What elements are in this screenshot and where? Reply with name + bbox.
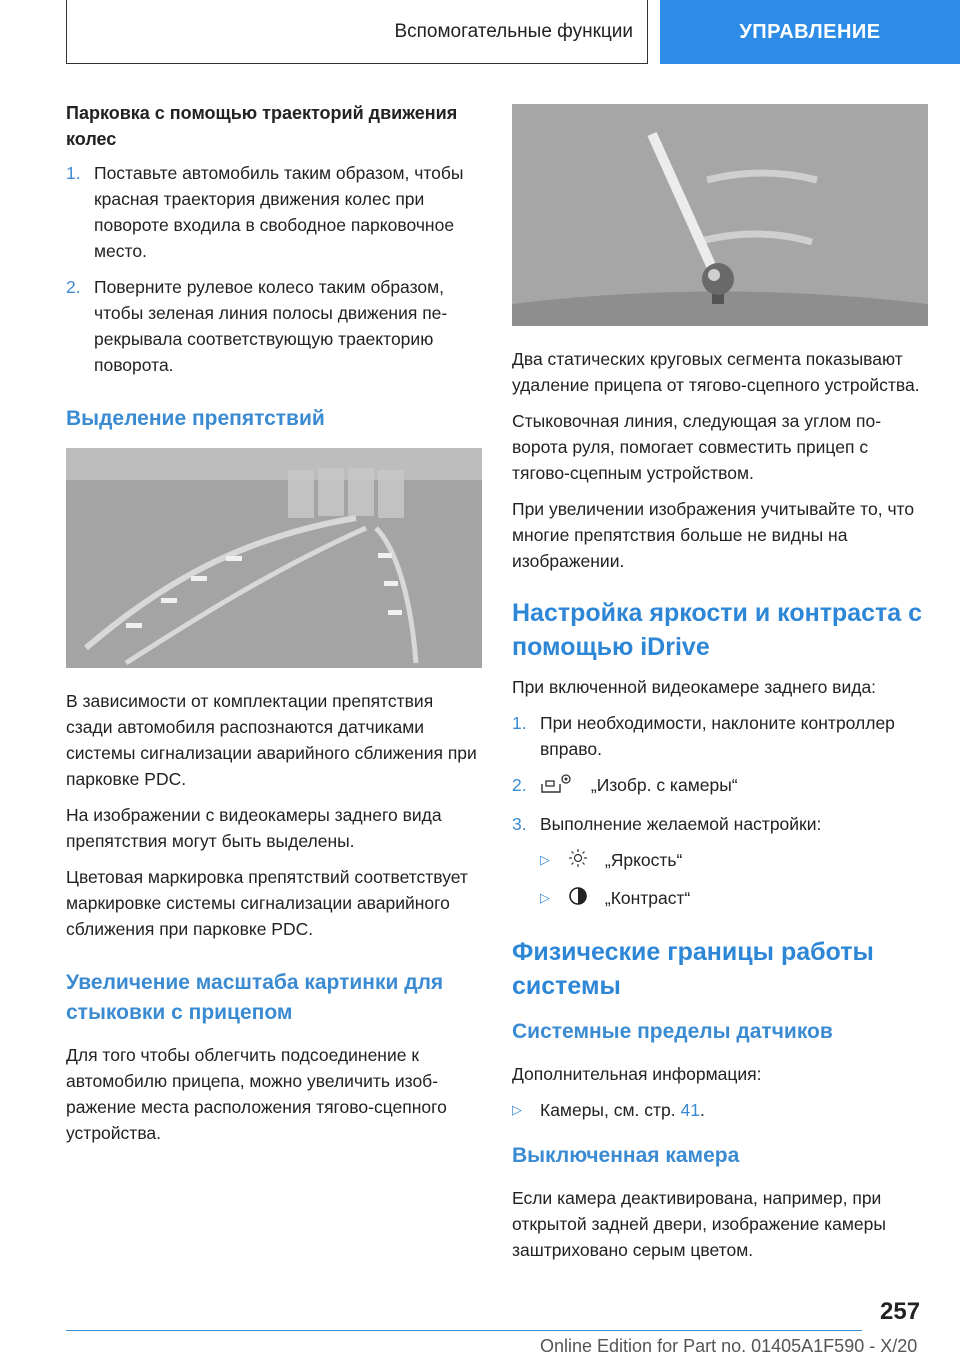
list-item — [512, 710, 928, 762]
parking-steps — [66, 160, 482, 378]
obstacles-paragraph-3: Цветовая маркировка препятствий соответствует маркировке системы сигнализации аварийного сближения при парковке PDC. — [66, 867, 468, 939]
header-chapter — [660, 0, 960, 64]
sensor-intro: Дополнительная информация: — [512, 1063, 762, 1084]
step-number: 1. — [512, 713, 527, 733]
camera-settings-icon — [540, 772, 574, 801]
brightness-options — [512, 847, 928, 913]
header-section — [66, 0, 648, 64]
left-column — [66, 100, 482, 1156]
option-brightness: „Яркость“ — [604, 850, 683, 870]
step-text: „Изобр. с камеры“ — [590, 775, 738, 796]
camera-off-paragraph: Если камера деактивирована, например, при открытой задней двери, изображение камеры заштриховано серым цветом. — [512, 1187, 886, 1260]
camera-off-heading: Выключенная камера — [512, 1143, 740, 1167]
contrast-icon — [568, 886, 588, 913]
list-item — [66, 160, 482, 264]
parking-title: Парковка с помощью траекторий движения колес — [66, 103, 458, 149]
sensor-item-text: Камеры, см. стр. — [540, 1099, 676, 1120]
list-item — [512, 1097, 928, 1123]
zoom-heading: Увеличение масштаба картинки для стыковки с прицепом — [66, 971, 444, 1024]
triangle-bullet-icon: ▷ — [540, 889, 550, 905]
hitch-paragraph-1: Два статических круговых сегмента показывают удаление прицепа от тягово-сцепного устройства. — [512, 349, 920, 395]
sensor-item-dot: . — [699, 1099, 705, 1120]
sensor-heading: Системные пределы датчиков — [512, 1019, 833, 1043]
obstacles-camera-image — [66, 448, 482, 668]
footer-edition: Online Edition for Part no. 01405A1F590 - X/20 — [540, 1336, 918, 1356]
list-item — [512, 847, 928, 875]
obstacles-illustration — [66, 448, 482, 668]
header-chapter-label: УПРАВЛЕНИЕ — [739, 20, 881, 43]
step-text: Поверните рулевое колесо таким образом, чтобы зеленая линия полосы движения перекрывала соответствующую траекторию поворота. — [94, 277, 448, 375]
zoom-paragraph: Для того чтобы облегчить подсоединение к автомобилю прицепа, можно увеличить изображение места расположения тягово-сцепного устройства. — [66, 1045, 447, 1143]
brightness-steps — [512, 710, 928, 837]
right-column — [512, 104, 928, 1273]
list-item — [512, 772, 928, 801]
list-item — [66, 274, 482, 378]
limits-heading: Физические границы работы системы — [512, 937, 874, 1000]
header-section-label: Вспомогательные функции — [394, 20, 633, 42]
list-item — [512, 885, 928, 913]
obstacles-heading: Выделение препятствий — [66, 407, 325, 430]
obstacles-paragraph-2: На изображении с видеокамеры заднего вида препятствия могут быть выделены. — [66, 805, 442, 851]
brightness-heading: Настройка яркости и контраста с помощью iDrive — [512, 599, 923, 661]
list-item — [512, 811, 928, 837]
hitch-paragraph-3: При увеличении изображения учитывайте то, что многие препятствия больше не видны на изображении. — [512, 499, 915, 571]
triangle-bullet-icon: ▷ — [512, 1101, 522, 1117]
step-number: 1. — [66, 163, 81, 183]
page-number: 257 — [880, 1298, 921, 1325]
brightness-icon — [568, 848, 588, 875]
step-number: 2. — [512, 775, 527, 795]
hitch-camera-image — [512, 104, 928, 326]
sensor-list — [512, 1097, 928, 1123]
obstacles-paragraph-1: В зависимости от комплектации препятствия сзади автомобиля распознаются датчиками системы сигнализации аварийного сближения при парковке PDC. — [66, 691, 477, 789]
brightness-intro: При включенной видеокамере заднего вида: — [512, 677, 877, 697]
page-link[interactable]: 41 — [680, 1099, 700, 1120]
hitch-illustration — [512, 104, 928, 326]
option-contrast: „Контраст“ — [604, 887, 691, 908]
step-text: Поставьте автомобиль таким образом, чтобы красная траектория движения колес при повороте входила в свободное парковочное место. — [94, 163, 464, 261]
triangle-bullet-icon: ▷ — [540, 852, 550, 867]
footer-divider — [66, 1330, 862, 1331]
hitch-paragraph-2: Стыковочная линия, следующая за углом поворота руля, помогает совместить прицеп с тягово-сцепным устройством. — [512, 411, 882, 483]
step-number: 3. — [512, 814, 527, 834]
step-text: При необходимости, наклоните контроллер вправо. — [540, 713, 895, 759]
step-text: Выполнение желаемой настройки: — [540, 814, 822, 834]
step-number: 2. — [66, 277, 81, 297]
